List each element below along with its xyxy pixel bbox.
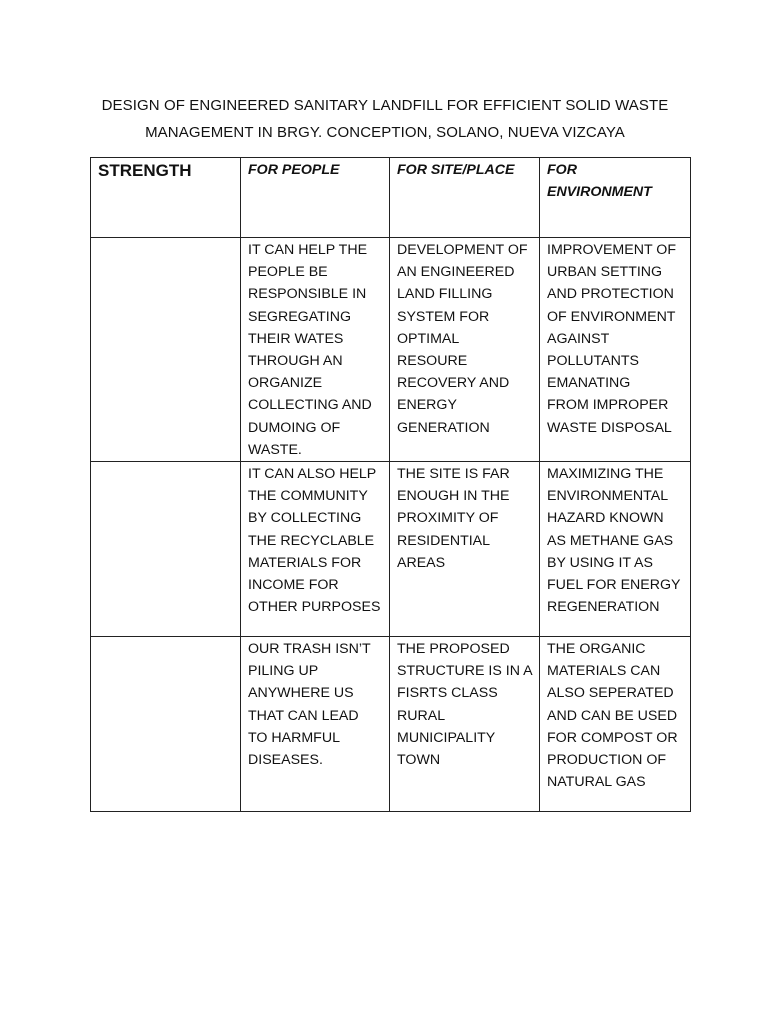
- document-title: [60, 92, 710, 146]
- cell-text: THE SITE IS FAR ENOUGH IN THE PROXIMITY OF RESIDENTIAL AREAS: [397, 466, 510, 571]
- title-line-2: MANAGEMENT IN BRGY. CONCEPTION, SOLANO, NUEVA VIZCAYA: [145, 124, 625, 141]
- header-cell-strength: [91, 158, 241, 238]
- for-environment-cell: [540, 238, 691, 462]
- table-row: [91, 238, 691, 462]
- strength-cell: [91, 238, 241, 462]
- cell-text: DEVELOPMENT OF AN ENGINEERED LAND FILLING SYSTEM FOR OPTIMAL RESOURE RECOVERY AND ENERGY GENERATION: [397, 242, 528, 436]
- table-row: [91, 462, 691, 637]
- for-environment-cell: [540, 462, 691, 637]
- header-cell-for-environment: [540, 158, 691, 238]
- strength-table: [90, 157, 691, 812]
- for-site-cell: [390, 637, 540, 812]
- for-people-cell: [241, 238, 390, 462]
- strength-cell: [91, 637, 241, 812]
- cell-text: IMPROVEMENT OF URBAN SETTING AND PROTECTION OF ENVIRONMENT AGAINST POLLUTANTS EMANATING FROM IMPROPER WASTE DISPOSAL: [547, 242, 677, 436]
- cell-text: THE ORGANIC MATERIALS CAN ALSO SEPERATED AND CAN BE USED FOR COMPOST OR PRODUCTION OF NATURAL GAS: [547, 641, 678, 791]
- for-environment-cell: [540, 637, 691, 812]
- for-people-heading: FOR PEOPLE: [248, 162, 340, 178]
- cell-text: THE PROPOSED STRUCTURE IS IN A FISRTS CLASS RURAL MUNICIPALITY TOWN: [397, 641, 533, 769]
- cell-text: OUR TRASH ISN’T PILING UP ANYWHERE US THAT CAN LEAD TO HARMFUL DISEASES.: [248, 641, 371, 769]
- table-header-row: [91, 158, 691, 238]
- for-site-heading: FOR SITE/PLACE: [397, 162, 515, 178]
- strength-cell: [91, 462, 241, 637]
- header-cell-for-people: [241, 158, 390, 238]
- header-cell-for-site: [390, 158, 540, 238]
- title-line-1: DESIGN OF ENGINEERED SANITARY LANDFILL FOR EFFICIENT SOLID WASTE: [101, 97, 669, 114]
- for-environment-heading: FOR ENVIRONMENT: [547, 162, 652, 201]
- table-row: [91, 637, 691, 812]
- for-site-cell: [390, 238, 540, 462]
- for-site-cell: [390, 462, 540, 637]
- for-people-cell: [241, 637, 390, 812]
- for-people-cell: [241, 462, 390, 637]
- cell-text: MAXIMIZING THE ENVIRONMENTAL HAZARD KNOWN AS METHANE GAS BY USING IT AS FUEL FOR ENERGY REGENERATION: [547, 466, 681, 616]
- strength-heading: STRENGTH: [98, 161, 192, 180]
- cell-text: IT CAN ALSO HELP THE COMMUNITY BY COLLECTING THE RECYCLABLE MATERIALS FOR INCOME FOR OTHER PURPOSES: [248, 466, 381, 616]
- cell-text: IT CAN HELP THE PEOPLE BE RESPONSIBLE IN SEGREGATING THEIR WATES THROUGH AN ORGANIZE COLLECTING AND DUMOING OF WASTE.: [248, 242, 372, 458]
